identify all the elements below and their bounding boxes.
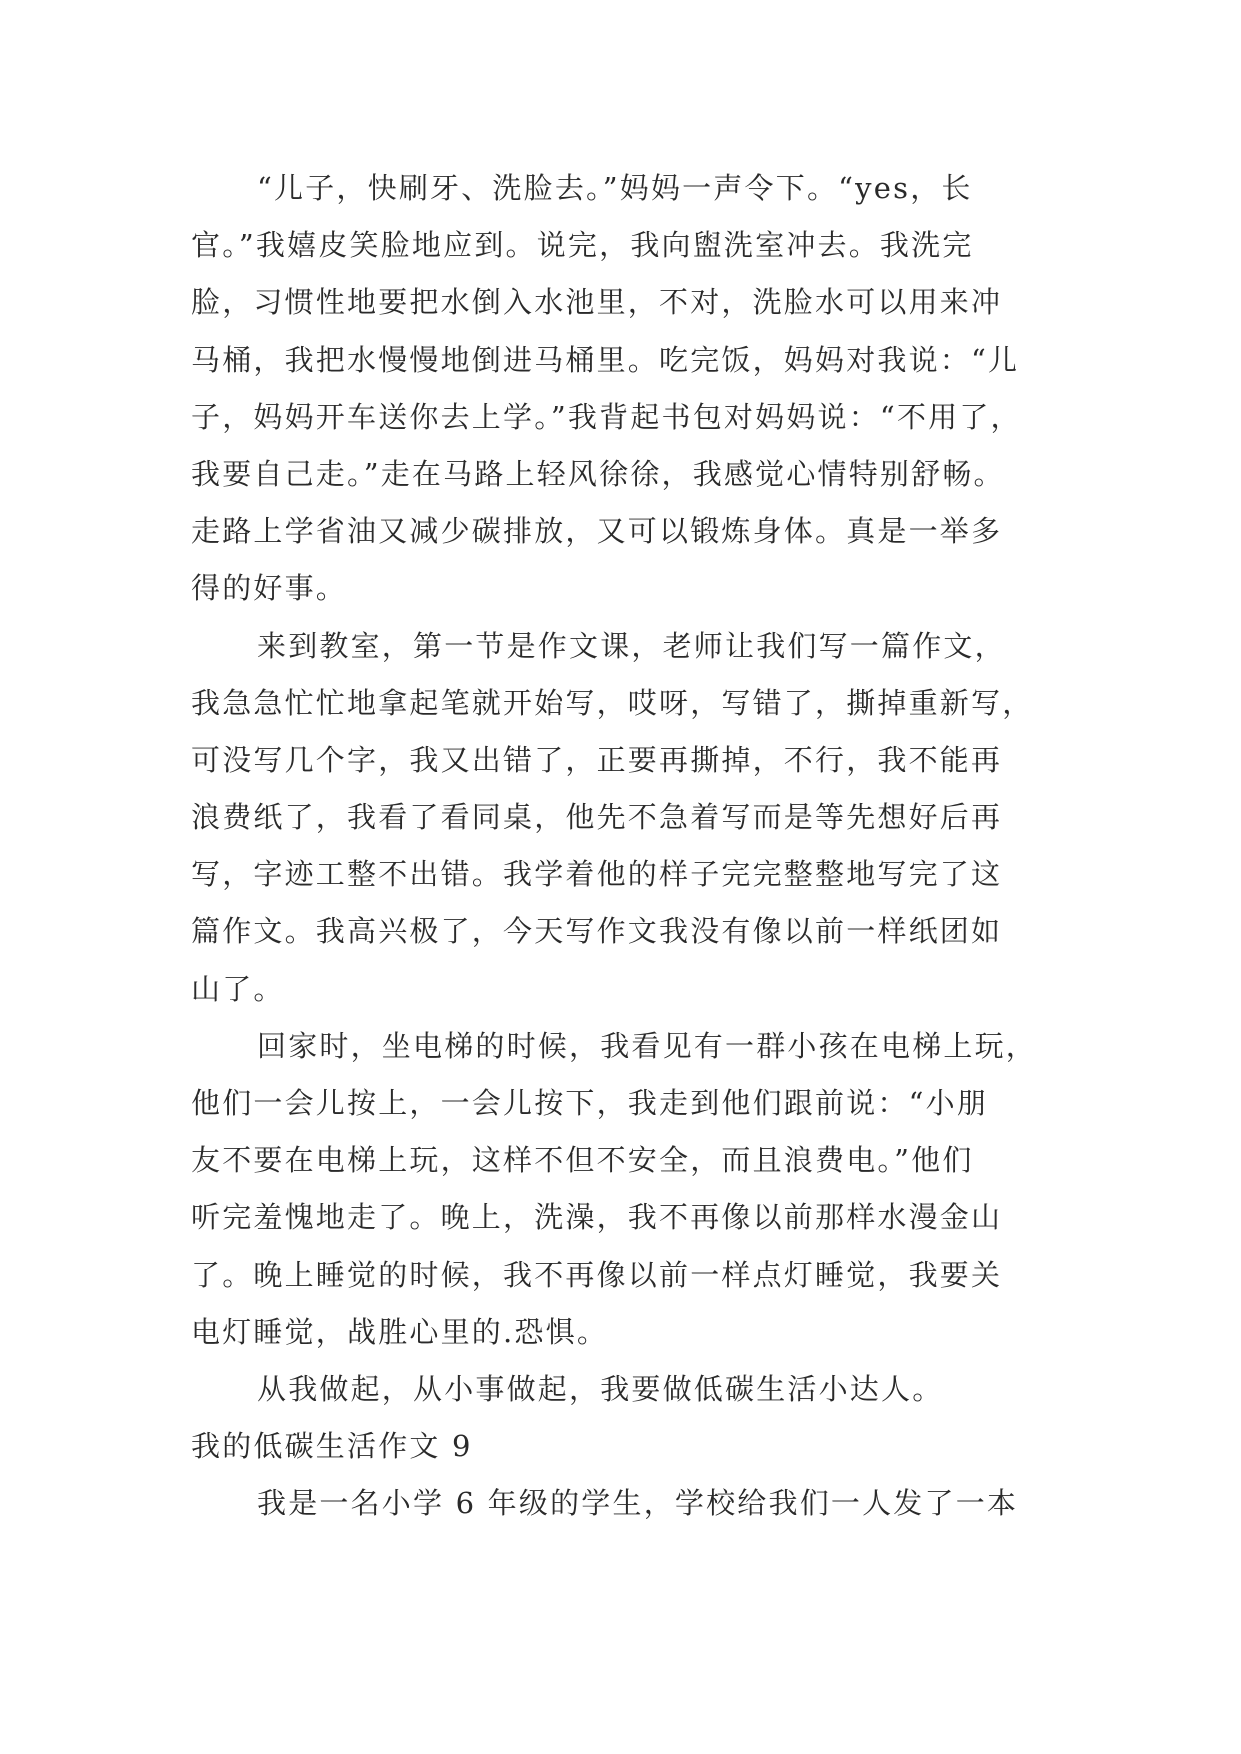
text-line: 子，妈妈开车送你去上学。”我背起书包对妈妈说：“不用了， <box>191 399 1022 434</box>
text-line: 了。晚上睡觉的时候，我不再像以前一样点灯睡觉，我要关 <box>191 1257 1003 1292</box>
text-line: 来到教室，第一节是作文课，老师让我们写一篇作文， <box>257 628 1006 663</box>
text-line: 可没写几个字，我又出错了，正要再撕掉，不行，我不能再 <box>191 742 1003 777</box>
paragraph-classroom <box>191 618 1071 1018</box>
text-line: 我急急忙忙地拿起笔就开始写，哎呀，写错了，撕掉重新写， <box>191 685 1034 720</box>
paragraph-conclusion <box>191 1361 1071 1418</box>
section-heading <box>191 1418 1071 1475</box>
text-line: 山了。 <box>191 971 285 1006</box>
text-line: 马桶，我把水慢慢地倒进马桶里。吃完饭，妈妈对我说：“儿 <box>191 342 1020 377</box>
document-body <box>191 160 1071 1533</box>
text-line: 他们一会儿按上，一会儿按下，我走到他们跟前说：“小朋 <box>191 1086 989 1120</box>
text-line: 友不要在电梯上玩，这样不但不安全，而且浪费电。”他们 <box>191 1143 974 1178</box>
paragraph-next-essay <box>191 1475 1071 1532</box>
text-line: 电灯睡觉，战胜心里的.恐惧。 <box>191 1314 609 1349</box>
text-line: 回家时，坐电梯的时候，我看见有一群小孩在电梯上玩， <box>257 1028 1038 1063</box>
text-line: 我要自己走。”走在马路上轻风徐徐，我感觉心情特别舒畅。 <box>191 456 1005 491</box>
paragraph-morning <box>191 160 1071 618</box>
text-line: 听完羞愧地走了。晚上，洗澡，我不再像以前那样水漫金山 <box>191 1200 1003 1235</box>
text-line: 写，字迹工整不出错。我学着他的样子完完整整地写完了这 <box>191 857 1003 892</box>
text-line: 官。”我嬉皮笑脸地应到。说完，我向盥洗室冲去。我洗完 <box>191 228 974 263</box>
text-line: “儿子，快刷牙、洗脸去。”妈妈一声令下。“yes，长 <box>257 171 973 205</box>
text-line: 篇作文。我高兴极了，今天写作文我没有像以前一样纸团如 <box>191 914 1003 949</box>
text-line: 浪费纸了，我看了看同桌，他先不急着写而是等先想好后再 <box>191 800 1003 835</box>
text-line: 走路上学省油又减少碳排放，又可以锻炼身体。真是一举多 <box>191 514 1003 549</box>
paragraph-evening <box>191 1018 1071 1361</box>
text-line: 脸，习惯性地要把水倒入水池里，不对，洗脸水可以用来冲 <box>191 285 1003 320</box>
text-line: 得的好事。 <box>191 571 348 606</box>
essay-title: 我的低碳生活作文 9 <box>191 1429 473 1464</box>
text-line: 我是一名小学 6 年级的学生，学校给我们一人发了一本 <box>257 1486 1019 1521</box>
text-line: 从我做起，从小事做起，我要做低碳生活小达人。 <box>257 1371 944 1406</box>
